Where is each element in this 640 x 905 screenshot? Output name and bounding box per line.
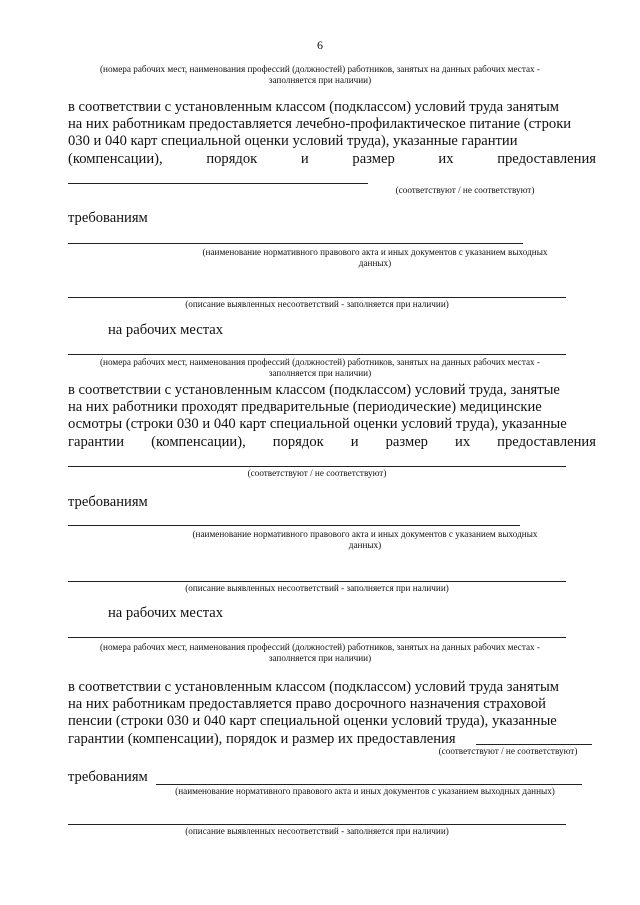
paragraph-line: на них работникам предоставляется право досрочного назначения страховой (68, 696, 546, 713)
paragraph-line: 030 и 040 карт специальной оценки условий труда), указанные гарантии (68, 133, 518, 150)
workplaces-caption-line-2: заполняется при наличии) (268, 75, 372, 85)
paragraph-line: в соответствии с установленным классом (подклассом) условий труда, занятые (68, 382, 560, 398)
legal-act-caption-line-1: (наименование нормативного правового акта и иных документов с указанием выходных (202, 247, 548, 257)
compliance-fill-line[interactable] (68, 183, 368, 184)
compliance-fill-line[interactable] (68, 466, 566, 467)
workplaces-caption-line-1: (номера рабочих мест, наименования профессий (должностей) работников, занятых на данных рабочих местах - (100, 357, 540, 367)
workplaces-caption-line-2: заполняется при наличии) (268, 653, 372, 663)
compliance-fill-line[interactable] (476, 744, 592, 745)
legal-act-fill-line[interactable] (156, 784, 582, 785)
workplaces-caption-line-1: (номера рабочих мест, наименования профессий (должностей) работников, занятых на данных рабочих местах - (100, 64, 540, 74)
discrepancy-fill-line[interactable] (68, 581, 566, 582)
discrepancy-fill-line[interactable] (68, 297, 566, 298)
requirements-label: требованиям (68, 494, 148, 510)
legal-act-caption: (наименование нормативного правового акта и иных документов с указанием выходных данных) (175, 786, 555, 796)
compliance-caption: (соответствуют / не соответствуют) (438, 746, 578, 756)
discrepancy-fill-line[interactable] (68, 824, 566, 825)
legal-act-fill-line[interactable] (68, 243, 523, 244)
workplaces-caption-line-1: (номера рабочих мест, наименования профессий (должностей) работников, занятых на данных рабочих местах - (100, 642, 540, 652)
legal-act-caption-line-2: данных) (358, 258, 392, 268)
paragraph-line: на них работники проходят предварительные (периодические) медицинские (68, 399, 542, 416)
paragraph-last-line: (компенсации), порядок и размер их предоставления (68, 150, 596, 167)
requirements-label: требованиям (68, 210, 148, 226)
paragraph-line: на них работникам предоставляется лечебно-профилактическое питание (строки (68, 116, 572, 133)
paragraph-last-line: гарантии (компенсации), порядок и размер их предоставления (68, 433, 596, 450)
workplaces-fill-line[interactable] (68, 637, 566, 638)
nutrition-paragraph (68, 99, 596, 168)
paragraph-line: осмотры (строки 030 и 040 карт специальной оценки условий труда), указанные (68, 416, 567, 433)
paragraph-line: гарантии (компенсации), порядок и размер их предоставления (68, 730, 456, 747)
workplaces-caption-line-2: заполняется при наличии) (268, 368, 372, 378)
compliance-caption: (соответствуют / не соответствуют) (395, 185, 535, 195)
workplaces-label: на рабочих местах (108, 605, 224, 621)
legal-act-caption-line-2: данных) (348, 540, 382, 550)
legal-act-fill-line[interactable] (68, 525, 520, 526)
legal-act-caption-line-1: (наименование нормативного правового акта и иных документов с указанием выходных (192, 529, 538, 539)
compliance-caption: (соответствуют / не соответствуют) (247, 468, 387, 478)
medical-exam-paragraph (68, 382, 596, 451)
paragraph-line: в соответствии с установленным классом (подклассом) условий труда занятым (68, 679, 559, 695)
paragraph-line: в соответствии с установленным классом (подклассом) условий труда занятым (68, 99, 559, 115)
requirements-label: требованиям (68, 769, 148, 785)
discrepancy-caption: (описание выявленных несоответствий - заполняется при наличии) (185, 583, 449, 593)
discrepancy-caption: (описание выявленных несоответствий - заполняется при наличии) (185, 299, 449, 309)
workplaces-fill-line[interactable] (68, 354, 566, 355)
workplaces-label: на рабочих местах (108, 322, 224, 338)
page-number: 6 (317, 38, 323, 52)
discrepancy-caption: (описание выявленных несоответствий - заполняется при наличии) (185, 826, 449, 836)
pension-paragraph (68, 679, 596, 748)
paragraph-line: пенсии (строки 030 и 040 карт специальной оценки условий труда), указанные (68, 713, 557, 730)
